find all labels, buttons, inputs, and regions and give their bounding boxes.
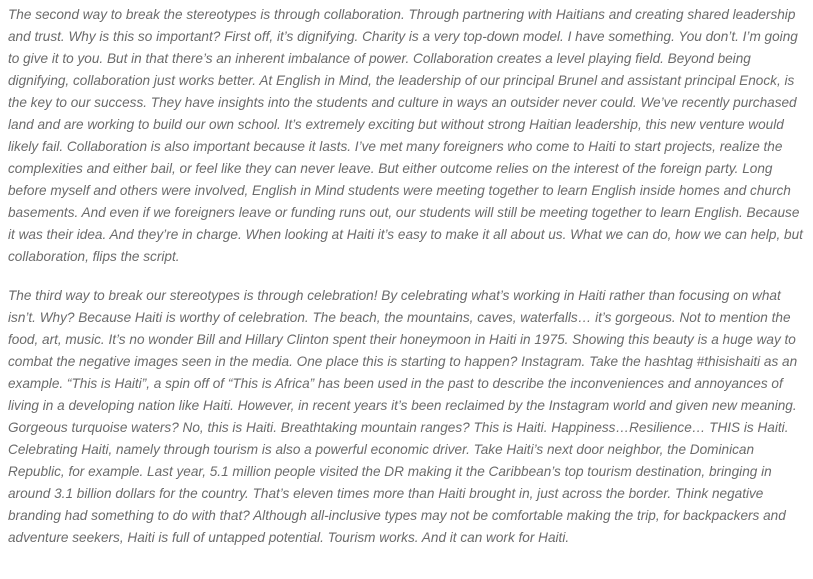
paragraph-collaboration: The second way to break the stereotypes is through collaboration. Through partnering with Haitians and creating shared leadership and trust. Why is this so important? First off, it’s dignifying. Charity is a very top-down model. I have something. You don’t. I’m going to give it to you. But in that there’s an inherent imbalance of power. Collaboration creates a level playing field. Beyond being dignifying, collaboration just works better. At English in Mind, the leadership of our principal Brunel and assistant principal Enock, is the key to our success. They have insights into the students and culture in ways an outsider never could. We’ve recently purchased land and are working to build our own school. It’s extremely exciting but without strong Haitian leadership, this new venture would likely fail. Collaboration is also important because it lasts. I’ve met many foreigners who come to Haiti to start projects, realize the complexities and either bail, or feel like they can never leave. But either outcome relies on the interest of the foreign party. Long before myself and others were involved, English in Mind students were meeting together to learn English inside homes and church basements. And even if we foreigners leave or funding runs out, our students will still be meeting together to learn English. Because it was their idea. And they’re in charge. When looking at Haiti it’s easy to make it all about us. What we can do, how we can help, but collaboration, flips the script. <box>8 7 803 264</box>
paragraph-celebration: The third way to break our stereotypes is through celebration! By celebrating what’s working in Haiti rather than focusing on what isn’t. Why? Because Haiti is worthy of celebration. The beach, the mountains, caves, waterfalls… it’s gorgeous. Not to mention the food, art, music. It’s no wonder Bill and Hillary Clinton spent their honeymoon in Haiti in 1975. Showing this beauty is a huge way to combat the negative images seen in the media. One place this is starting to happen? Instagram. Take the hashtag #thisishaiti as an example. “This is Haiti”, a spin off of “This is Africa” has been used in the past to describe the inconveniences and annoyances of living in a developing nation like Haiti. However, in recent years it’s been reclaimed by the Instagram world and given new meaning. Gorgeous turquoise waters? No, this is Haiti. Breathtaking mountain ranges? This is Haiti. Happiness…Resilience… THIS is Haiti. Celebrating Haiti, namely through tourism is also a powerful economic driver. Take Haiti’s next door neighbor, the Dominican Republic, for example. Last year, 5.1 million people visited the DR making it the Caribbean’s top tourism destination, bringing in around 3.1 billion dollars for the country. That’s eleven times more than Haiti brought in, just across the border. Think negative branding had something to do with that? Although all-inclusive types may not be comfortable making the trip, for backpackers and adventure seekers, Haiti is full of untapped potential. Tourism works. And it can work for Haiti. <box>8 288 798 545</box>
